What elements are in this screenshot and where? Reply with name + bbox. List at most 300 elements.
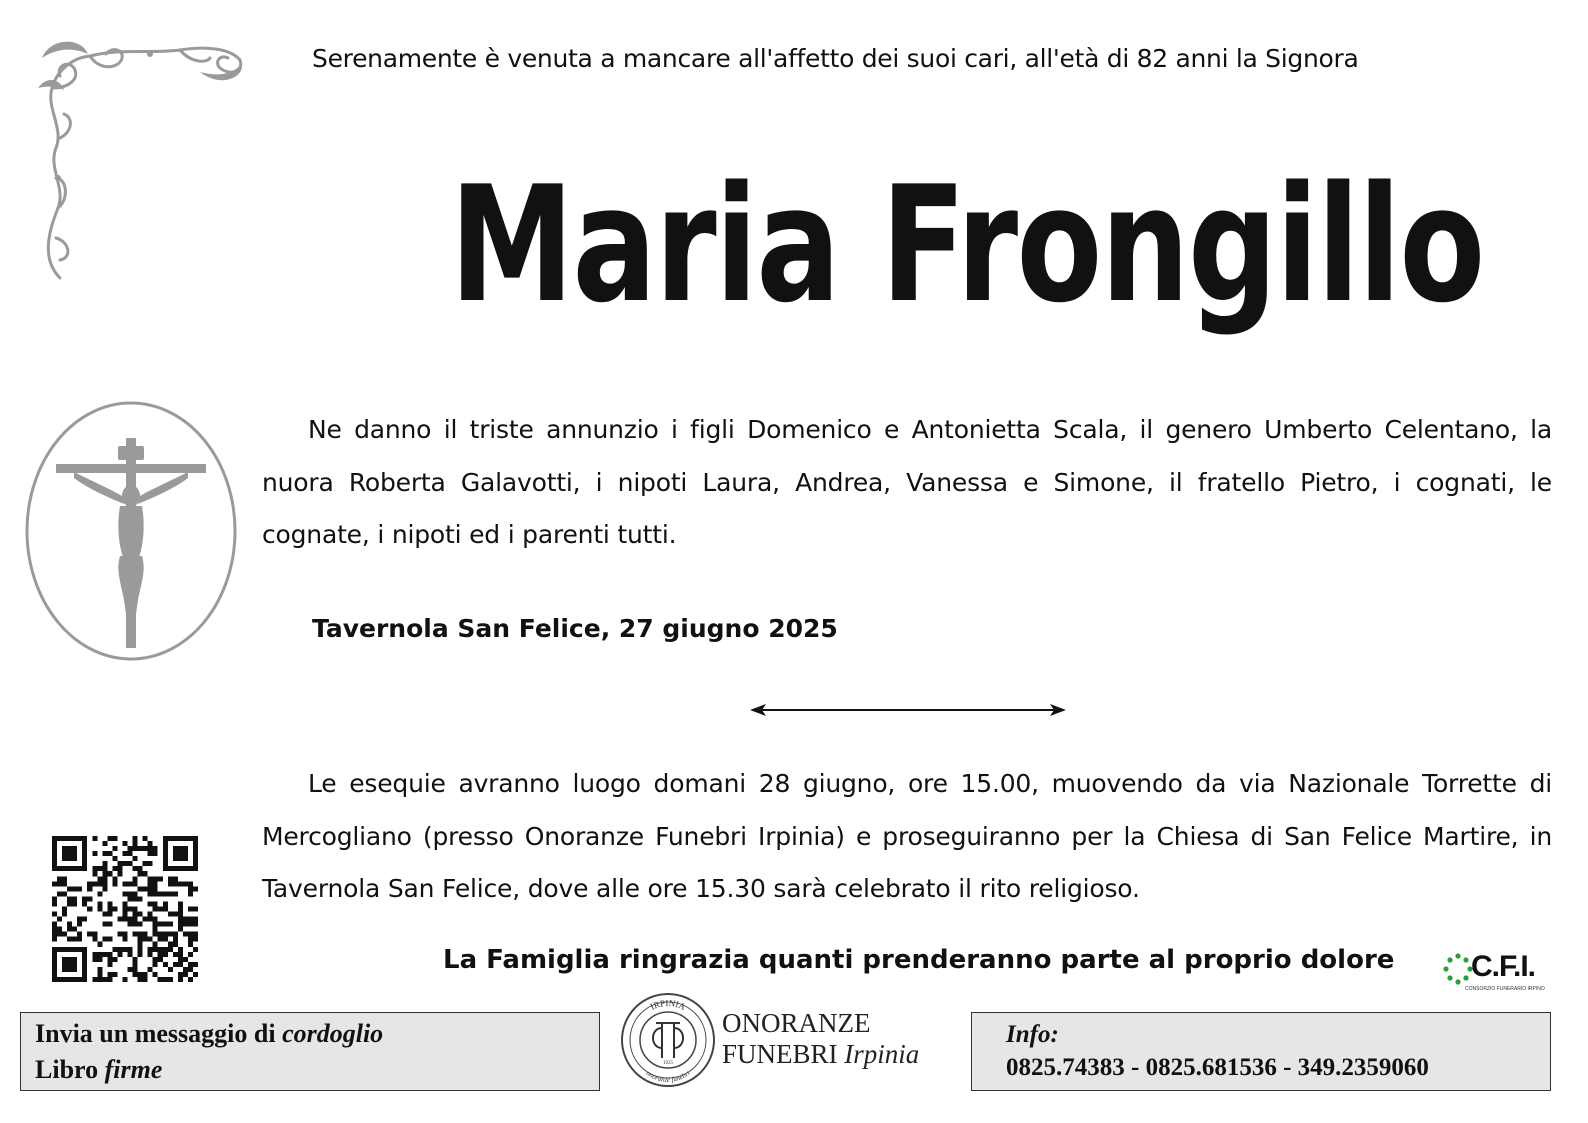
qr-module	[52, 977, 57, 982]
qr-module	[173, 836, 178, 841]
qr-module	[143, 937, 148, 942]
qr-module	[173, 846, 178, 851]
emblem-top-text: IRPINIA	[648, 997, 688, 1012]
qr-module	[138, 937, 143, 942]
qr-module	[148, 861, 153, 866]
qr-module	[67, 896, 72, 901]
qr-module	[122, 932, 127, 937]
qr-module	[143, 917, 148, 922]
qr-module	[77, 932, 82, 937]
qr-module	[158, 932, 163, 937]
info-box	[971, 1012, 1551, 1091]
qr-module	[193, 851, 198, 856]
qr-module	[178, 881, 183, 886]
company-emblem-icon	[620, 992, 716, 1088]
qr-module	[188, 906, 193, 911]
qr-module	[173, 891, 178, 896]
qr-module	[82, 861, 87, 866]
qr-module	[153, 972, 158, 977]
qr-module	[72, 886, 77, 891]
qr-module	[67, 922, 72, 927]
qr-module	[82, 836, 87, 841]
qr-module	[178, 957, 183, 962]
qr-module	[163, 856, 168, 861]
qr-module	[183, 967, 188, 972]
qr-module	[107, 972, 112, 977]
qr-module	[163, 906, 168, 911]
qr-module	[92, 932, 97, 937]
qr-module	[62, 836, 67, 841]
qr-module	[163, 836, 168, 841]
qr-module	[52, 856, 57, 861]
qr-module	[57, 927, 62, 932]
qr-module	[193, 861, 198, 866]
qr-module	[77, 947, 82, 952]
qr-module	[97, 866, 102, 871]
info-phone-numbers[interactable]: 0825.74383 - 0825.681536 - 349.2359060	[1006, 1054, 1429, 1081]
qr-module	[67, 977, 72, 982]
qr-module	[173, 962, 178, 967]
qr-module	[173, 881, 178, 886]
qr-module	[153, 881, 158, 886]
qr-module	[77, 977, 82, 982]
qr-module	[82, 962, 87, 967]
qr-module	[183, 932, 188, 937]
qr-module	[133, 876, 138, 881]
qr-module	[193, 947, 198, 952]
qr-module	[143, 871, 148, 876]
qr-module	[102, 912, 107, 917]
qr-module	[133, 957, 138, 962]
cfi-logo-icon	[1443, 950, 1543, 996]
qr-module	[168, 866, 173, 871]
qr-module	[178, 952, 183, 957]
qr-module	[117, 917, 122, 922]
qr-module	[122, 937, 127, 942]
qr-module	[62, 906, 67, 911]
qr-module	[188, 866, 193, 871]
qr-module	[82, 901, 87, 906]
qr-module	[62, 881, 67, 886]
qr-module	[143, 932, 148, 937]
qr-module	[57, 866, 62, 871]
corner-flourish-icon	[30, 28, 245, 288]
qr-module	[102, 881, 107, 886]
qr-module	[153, 942, 158, 947]
qr-module	[178, 851, 183, 856]
qr-module	[128, 851, 133, 856]
qr-module	[117, 861, 122, 866]
qr-module	[107, 922, 112, 927]
qr-module	[87, 886, 92, 891]
qr-module	[128, 917, 133, 922]
qr-module	[112, 972, 117, 977]
qr-module	[62, 846, 67, 851]
qr-module	[107, 851, 112, 856]
qr-module	[82, 917, 87, 922]
condolence-link[interactable]	[35, 1019, 383, 1049]
qr-module	[163, 937, 168, 942]
info-label: Info:	[1006, 1021, 1059, 1048]
qr-module	[183, 972, 188, 977]
qr-module	[72, 927, 77, 932]
qr-module	[112, 957, 117, 962]
qr-module	[92, 871, 97, 876]
qr-module	[163, 846, 168, 851]
qr-module	[72, 866, 77, 871]
qr-module	[133, 917, 138, 922]
qr-module	[72, 901, 77, 906]
qr-module	[173, 912, 178, 917]
qr-module	[178, 906, 183, 911]
qr-module	[168, 942, 173, 947]
qr-module	[158, 947, 163, 952]
qr-module	[148, 912, 153, 917]
qr-module	[97, 952, 102, 957]
qr-module	[138, 942, 143, 947]
qr-module	[148, 886, 153, 891]
qr-module	[188, 922, 193, 927]
guestbook-link[interactable]	[35, 1055, 162, 1085]
qr-module	[158, 977, 163, 982]
qr-module	[133, 866, 138, 871]
qr-module	[153, 947, 158, 952]
qr-module	[138, 896, 143, 901]
qr-module	[193, 972, 198, 977]
qr-code-icon[interactable]	[52, 836, 198, 982]
qr-module	[153, 957, 158, 962]
qr-module	[67, 866, 72, 871]
qr-module	[57, 876, 62, 881]
qr-module	[67, 901, 72, 906]
condolence-box[interactable]	[20, 1012, 600, 1091]
qr-module	[143, 972, 148, 977]
qr-module	[193, 866, 198, 871]
qr-module	[122, 891, 127, 896]
emblem-bottom-text: onoranze funebri	[644, 1069, 692, 1085]
qr-module	[102, 841, 107, 846]
emblem-year: 1925	[663, 1061, 673, 1066]
qr-module	[62, 876, 67, 881]
qr-module	[57, 932, 62, 937]
qr-module	[52, 922, 57, 927]
qr-module	[62, 912, 67, 917]
qr-module	[82, 841, 87, 846]
qr-module	[193, 886, 198, 891]
qr-module	[122, 841, 127, 846]
guestbook-label-italic: firme	[104, 1055, 163, 1084]
qr-module	[92, 937, 97, 942]
qr-module	[67, 836, 72, 841]
qr-module	[188, 836, 193, 841]
qr-module	[67, 846, 72, 851]
qr-module	[117, 871, 122, 876]
qr-module	[138, 912, 143, 917]
qr-module	[52, 962, 57, 967]
qr-module	[138, 977, 143, 982]
qr-module	[158, 937, 163, 942]
qr-module	[82, 846, 87, 851]
qr-module	[92, 881, 97, 886]
qr-module	[112, 846, 117, 851]
double-arrow-icon	[750, 700, 1066, 720]
qr-module	[97, 967, 102, 972]
qr-module	[148, 891, 153, 896]
qr-module	[97, 942, 102, 947]
qr-module	[52, 866, 57, 871]
qr-module	[128, 896, 133, 901]
qr-module	[133, 922, 138, 927]
qr-module	[107, 957, 112, 962]
qr-module	[178, 962, 183, 967]
qr-module	[138, 886, 143, 891]
qr-module	[188, 917, 193, 922]
qr-module	[128, 881, 133, 886]
qr-module	[148, 952, 153, 957]
qr-module	[173, 856, 178, 861]
qr-module	[67, 967, 72, 972]
qr-module	[57, 947, 62, 952]
qr-module	[112, 881, 117, 886]
qr-module	[178, 856, 183, 861]
qr-module	[163, 901, 168, 906]
qr-module	[193, 856, 198, 861]
qr-module	[188, 952, 193, 957]
qr-module	[92, 977, 97, 982]
qr-module	[163, 947, 168, 952]
qr-module	[117, 932, 122, 937]
qr-module	[183, 866, 188, 871]
qr-module	[158, 922, 163, 927]
qr-module	[62, 967, 67, 972]
intro-text: Serenamente è venuta a mancare all'affetto dei suoi cari, all'età di 82 anni la Signora	[312, 44, 1359, 73]
qr-module	[168, 922, 173, 927]
qr-module	[72, 937, 77, 942]
qr-module	[72, 967, 77, 972]
qr-module	[188, 932, 193, 937]
qr-module	[193, 932, 198, 937]
qr-module	[112, 836, 117, 841]
qr-module	[107, 977, 112, 982]
qr-module	[82, 866, 87, 871]
qr-module	[52, 937, 57, 942]
qr-module	[168, 947, 173, 952]
qr-module	[178, 927, 183, 932]
qr-module	[107, 937, 112, 942]
qr-module	[148, 851, 153, 856]
qr-module	[138, 866, 143, 871]
qr-module	[133, 881, 138, 886]
qr-module	[153, 917, 158, 922]
qr-module	[77, 922, 82, 927]
qr-module	[67, 856, 72, 861]
qr-module	[193, 846, 198, 851]
qr-module	[173, 932, 178, 937]
qr-module	[178, 922, 183, 927]
qr-module	[122, 912, 127, 917]
qr-module	[183, 856, 188, 861]
qr-module	[77, 836, 82, 841]
qr-module	[117, 866, 122, 871]
qr-module	[107, 906, 112, 911]
qr-module	[67, 947, 72, 952]
qr-module	[168, 912, 173, 917]
funeral-text: Le esequie avranno luogo domani 28 giugno, ore 15.00, muovendo da via Nazionale Torrette di Mercogliano (presso Onoranze Funebri Irpinia) e proseguiranno per la Chiesa di San Felice Martire, in Tavernola San Felice, dove alle ore 15.30 sarà celebrato il rito religioso.	[262, 769, 1552, 903]
qr-module	[57, 881, 62, 886]
qr-module	[67, 886, 72, 891]
company-name-line1: ONORANZE	[722, 1008, 871, 1038]
qr-module	[72, 977, 77, 982]
qr-module	[153, 891, 158, 896]
qr-module	[133, 972, 138, 977]
qr-module	[168, 836, 173, 841]
qr-module	[188, 937, 193, 942]
qr-module	[62, 866, 67, 871]
qr-module	[57, 836, 62, 841]
qr-module	[188, 977, 193, 982]
qr-module	[153, 851, 158, 856]
cfi-logo-text: C.F.I.	[1471, 950, 1536, 983]
qr-module	[62, 851, 67, 856]
condolence-label: Invia un messaggio di	[35, 1019, 283, 1048]
qr-module	[77, 937, 82, 942]
qr-module	[97, 901, 102, 906]
qr-module	[92, 851, 97, 856]
qr-module	[178, 836, 183, 841]
qr-module	[97, 881, 102, 886]
qr-module	[158, 957, 163, 962]
qr-module	[52, 836, 57, 841]
qr-module	[102, 922, 107, 927]
qr-module	[128, 891, 133, 896]
qr-module	[183, 846, 188, 851]
qr-module	[102, 876, 107, 881]
qr-module	[138, 922, 143, 927]
qr-module	[163, 962, 168, 967]
qr-module	[173, 851, 178, 856]
qr-module	[153, 932, 158, 937]
qr-module	[183, 881, 188, 886]
qr-module	[148, 901, 153, 906]
condolence-label-italic: cordoglio	[282, 1019, 384, 1048]
qr-module	[128, 922, 133, 927]
qr-module	[52, 861, 57, 866]
qr-module	[158, 906, 163, 911]
qr-module	[62, 856, 67, 861]
qr-module	[133, 846, 138, 851]
qr-module	[67, 927, 72, 932]
qr-module	[153, 846, 158, 851]
qr-module	[122, 917, 127, 922]
qr-module	[158, 952, 163, 957]
qr-module	[133, 836, 138, 841]
qr-module	[163, 922, 168, 927]
qr-module	[188, 962, 193, 967]
qr-module	[168, 967, 173, 972]
qr-module	[52, 912, 57, 917]
qr-module	[52, 927, 57, 932]
qr-module	[52, 952, 57, 957]
qr-module	[168, 881, 173, 886]
qr-module	[112, 856, 117, 861]
qr-module	[148, 947, 153, 952]
qr-module	[52, 901, 57, 906]
place-date: Tavernola San Felice, 27 giugno 2025	[312, 614, 838, 643]
qr-module	[92, 836, 97, 841]
qr-module	[178, 947, 183, 952]
qr-module	[138, 846, 143, 851]
qr-module	[52, 851, 57, 856]
qr-module	[102, 937, 107, 942]
qr-module	[52, 896, 57, 901]
qr-module	[67, 851, 72, 856]
qr-module	[117, 952, 122, 957]
qr-module	[102, 866, 107, 871]
qr-module	[163, 891, 168, 896]
qr-module	[97, 906, 102, 911]
qr-module	[87, 896, 92, 901]
qr-module	[52, 957, 57, 962]
qr-module	[72, 846, 77, 851]
qr-module	[62, 947, 67, 952]
qr-module	[133, 906, 138, 911]
qr-module	[188, 942, 193, 947]
deceased-name: Maria Frongillo	[449, 151, 1484, 338]
qr-module	[193, 841, 198, 846]
qr-module	[97, 876, 102, 881]
qr-module	[188, 886, 193, 891]
qr-module	[82, 856, 87, 861]
company-name	[722, 1008, 919, 1070]
qr-module	[52, 932, 57, 937]
qr-module	[183, 851, 188, 856]
qr-module	[122, 947, 127, 952]
qr-module	[148, 876, 153, 881]
qr-module	[188, 891, 193, 896]
crucifix-icon	[24, 400, 240, 664]
qr-module	[138, 972, 143, 977]
qr-module	[57, 977, 62, 982]
qr-module	[97, 972, 102, 977]
qr-module	[52, 967, 57, 972]
qr-module	[178, 977, 183, 982]
qr-module	[102, 871, 107, 876]
qr-module	[107, 836, 112, 841]
qr-module	[183, 922, 188, 927]
qr-module	[148, 846, 153, 851]
qr-module	[112, 876, 117, 881]
qr-module	[133, 856, 138, 861]
qr-module	[67, 962, 72, 967]
qr-module	[168, 932, 173, 937]
qr-module	[173, 952, 178, 957]
qr-module	[67, 937, 72, 942]
qr-module	[153, 886, 158, 891]
qr-module	[52, 841, 57, 846]
qr-module	[153, 922, 158, 927]
qr-module	[97, 891, 102, 896]
qr-module	[72, 836, 77, 841]
qr-module	[173, 942, 178, 947]
qr-module	[97, 957, 102, 962]
cfi-dots-icon	[1443, 952, 1473, 986]
guestbook-label: Libro	[35, 1055, 105, 1084]
qr-module	[133, 967, 138, 972]
qr-module	[178, 866, 183, 871]
qr-module	[102, 851, 107, 856]
qr-module	[87, 932, 92, 937]
qr-module	[148, 841, 153, 846]
